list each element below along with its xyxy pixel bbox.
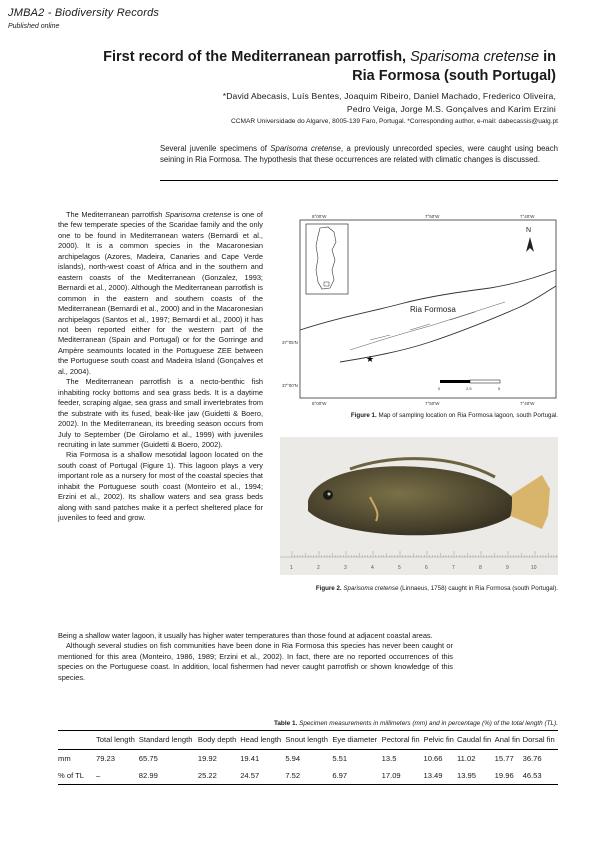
tick-left-2: 37°00'N <box>282 383 298 388</box>
title-line1: First record of the Mediterranean parrotfish, <box>103 49 411 65</box>
authors-line2: Pedro Veiga, Jorge M.S. Gonçalves and Karim Erzini <box>346 104 556 114</box>
table-1-caption <box>58 720 558 727</box>
table-cell: 11.02 <box>456 754 476 763</box>
tick-bottom-1: 8°00'W <box>312 401 327 406</box>
body-paragraph-1 <box>58 210 263 377</box>
table-cell: 82.99 <box>138 771 158 780</box>
table-header-cell: Dorsal fin <box>522 735 555 744</box>
table-header-cell: Pelvic fin <box>423 735 454 744</box>
body-full-width <box>58 631 453 683</box>
body-paragraph-3: Ria Formosa is a shallow mesotidal lagoon located on the south coast of Portugal (Figure 1). This lagoon plays a very important role as a nursery for most of the coastal species that inhabit the Portuguese south coast (Monteiro et al., 1994; Erzini et al., 2002). Its shallow waters and sea grass beds along with sand patches make it a perfect sheltered place for juveniles to feed and grow. <box>58 450 263 523</box>
table-cell: 36.76 <box>522 754 542 763</box>
north-label: N <box>526 227 532 234</box>
ruler-label-9: 9 <box>506 565 509 571</box>
abstract <box>160 143 558 165</box>
table-header-cell <box>58 735 96 750</box>
p1-text-b: is one of the few temperate species of the Scaridae family and the only one to be found in Mediterranean waters (Bernardi et al., 2000). It is a common species in the Macaronesian archipelagos (Azores, Madeira, Canaries and Cape Verde islands), north-west coast of Africa and in the southern and eastern coasts of the Mediterranean (Gonzalez, 1993; Bernardi et al., 2000). Although the Mediterranean parrotfish is common in the eastern and southern coasts of the Mediterranean (Bernardi et al., 2000) and in the Macaronesian archipelagos (Santos et al., 1997; Bernardi et al., 2000) it has not been reported either for the western part of the Mediterranean (Spain and Portugal) or for the Gorringe and Ampère seamounts located in the Portuguese ZEE between the Portuguese south coast and Madeira Island (Gonçalves et al., 2004). <box>58 210 263 376</box>
affiliation: CCMAR Universidade do Algarve, 8005-139 Faro, Portugal. *Corresponding author, e-mail: dabecassis@ualg.pt <box>230 118 558 125</box>
table-cell: 7.52 <box>285 771 301 780</box>
figure-1-caption <box>280 412 558 419</box>
body-paragraph-3-cont: Being a shallow water lagoon, it usually has higher water temperatures than those found at adjacent coastal areas. <box>58 631 433 640</box>
journal-name: JMBA2 - Biodiversity Records <box>8 7 160 19</box>
authors-line1: *David Abecasis, Luís Bentes, Joaquim Ribeiro, Daniel Machado, Frederico Oliveira, <box>222 91 556 101</box>
figure-1-label: Figure 1. <box>350 412 377 419</box>
table-cell: 10.66 <box>423 754 443 763</box>
scale-label-0: 0 <box>438 386 441 391</box>
table-1-caption-text: Specimen measurements in millimeters (mm) and in percentage (%) of the total length (TL). <box>299 720 558 727</box>
tick-bottom-3: 7°40'W <box>520 401 535 406</box>
table-cell: mm <box>58 754 71 763</box>
table-cell: 17.09 <box>381 771 401 780</box>
figure-2-caption-text: (Linnaeus, 1758) caught in Ria Formosa (south Portugal). <box>398 585 558 592</box>
scale-label-2: 5 <box>498 386 501 391</box>
table-header-cell: Total length <box>96 735 135 744</box>
tick-top-1: 8°00'W <box>312 214 327 219</box>
ruler-label-4: 4 <box>371 565 374 571</box>
north-arrow-icon <box>526 227 534 252</box>
table-cell: 6.97 <box>332 771 348 780</box>
tick-top-2: 7°50'W <box>425 214 440 219</box>
scale-label-1: 2.5 <box>466 386 472 391</box>
figure-1-map <box>280 212 558 407</box>
ruler-label-7: 7 <box>452 565 455 571</box>
title-line1-end: in <box>539 49 556 65</box>
table-header-cell: Snout length <box>285 735 328 744</box>
table-row <box>58 750 558 768</box>
table-header-cell: Head length <box>240 735 282 744</box>
table-cell: 13.49 <box>423 771 443 780</box>
table-cell: % of TL <box>58 771 85 780</box>
figure-2-species: Sparisoma cretense <box>343 585 399 592</box>
table-1-label: Table 1. <box>273 720 298 727</box>
table-header-cell: Anal fin <box>494 735 521 744</box>
ruler-label-10: 10 <box>531 565 537 571</box>
ruler-label-3: 3 <box>344 565 347 571</box>
table-cell: 46.53 <box>522 771 542 780</box>
title-species: Sparisoma cretense <box>410 49 540 65</box>
body-column-left <box>58 210 263 524</box>
ruler-label-6: 6 <box>425 565 428 571</box>
article-title <box>60 48 556 86</box>
table-cell: 79.23 <box>96 754 116 763</box>
table-header-cell: Eye diameter <box>332 735 378 744</box>
tick-top-3: 7°40'W <box>520 214 535 219</box>
p1-text-a: The Mediterranean parrotfish <box>66 210 166 219</box>
table-cell: 65.75 <box>138 754 158 763</box>
figure-1-caption-text: Map of sampling location on Ria Formosa lagoon, south Portugal. <box>378 412 558 419</box>
figure-2-photo <box>280 437 558 575</box>
fish-photo-svg <box>280 437 558 575</box>
table-header-cell: Standard length <box>138 735 193 744</box>
table-header-cell: Caudal fin <box>456 735 492 744</box>
ruler-label-1: 1 <box>290 565 293 571</box>
tick-left-1: 37°05'N <box>282 340 298 345</box>
body-paragraph-4: Although several studies on fish communities have been done in Ria Formosa this species has never been caught or mentioned for this area (Monteiro, 1986, 1989; Erzini et al., 2002). In fact, there are no reported occurrences of this species on the Portuguese coast. In addition, local fishermen had never caught parrotfish or shown knowledge of this species. <box>58 641 453 682</box>
table-cell: 25.22 <box>197 771 217 780</box>
ruler-label-2: 2 <box>317 565 320 571</box>
table-header-cell: Body depth <box>197 735 237 744</box>
tick-bottom-2: 7°50'W <box>425 401 440 406</box>
abstract-pre: Several juvenile specimens of <box>160 144 271 153</box>
body-paragraph-2: The Mediterranean parrotfish is a necto-benthic fish inhabiting rocky bottoms and sea grass beds. It is a daytime feeder, scraping algae, sea grass and small invertebrates from the substrate with its fused, beak-like jaw (Guidetti & Boero, 2002). In the Mediterranean, its breeding season occurs from July to September (De Girolamo et al., 1999) with juveniles recruiting in late summer (Guidetti & Boero, 2002). <box>58 377 263 449</box>
table-header-cell: Pectoral fin <box>381 735 420 744</box>
table-top-rule <box>58 730 558 731</box>
table-cell: – <box>96 771 101 780</box>
table-cell: 19.96 <box>494 771 514 780</box>
table-cell: 5.51 <box>332 754 348 763</box>
figure-2-label: Figure 2. <box>315 585 342 592</box>
table-row <box>58 767 558 785</box>
scale-bar <box>438 380 501 391</box>
author-list <box>160 90 556 116</box>
table-header-row <box>58 735 558 750</box>
title-line2: Ria Formosa (south Portugal) <box>352 68 556 84</box>
ria-formosa-label: Ria Formosa <box>410 305 456 314</box>
table-cell: 5.94 <box>285 754 301 763</box>
measurements-table <box>58 735 558 785</box>
sampling-site-star-icon: ★ <box>366 354 375 364</box>
abstract-post: , a previously unrecorded species, were caught using beach seining in Ria Formosa. The hypothesis that these occurrences are related with climatic changes is discussed. <box>160 144 559 164</box>
figure-2-caption <box>280 585 558 592</box>
published-online-label: Published online <box>8 23 60 30</box>
table-cell: 24.57 <box>240 771 260 780</box>
table-cell: 13.5 <box>381 754 397 763</box>
abstract-divider <box>160 180 558 181</box>
ruler-label-8: 8 <box>479 565 482 571</box>
table-cell: 13.95 <box>456 771 476 780</box>
table-cell: 19.92 <box>197 754 217 763</box>
ruler-label-5: 5 <box>398 565 401 571</box>
barrier-island-line <box>340 286 556 362</box>
inset-frame <box>306 224 348 294</box>
map-svg <box>280 212 558 407</box>
p1-species: Sparisoma cretense <box>165 210 232 219</box>
table-cell: 19.41 <box>240 754 260 763</box>
table-cell: 15.77 <box>494 754 514 763</box>
abstract-species: Sparisoma cretense <box>270 144 341 153</box>
